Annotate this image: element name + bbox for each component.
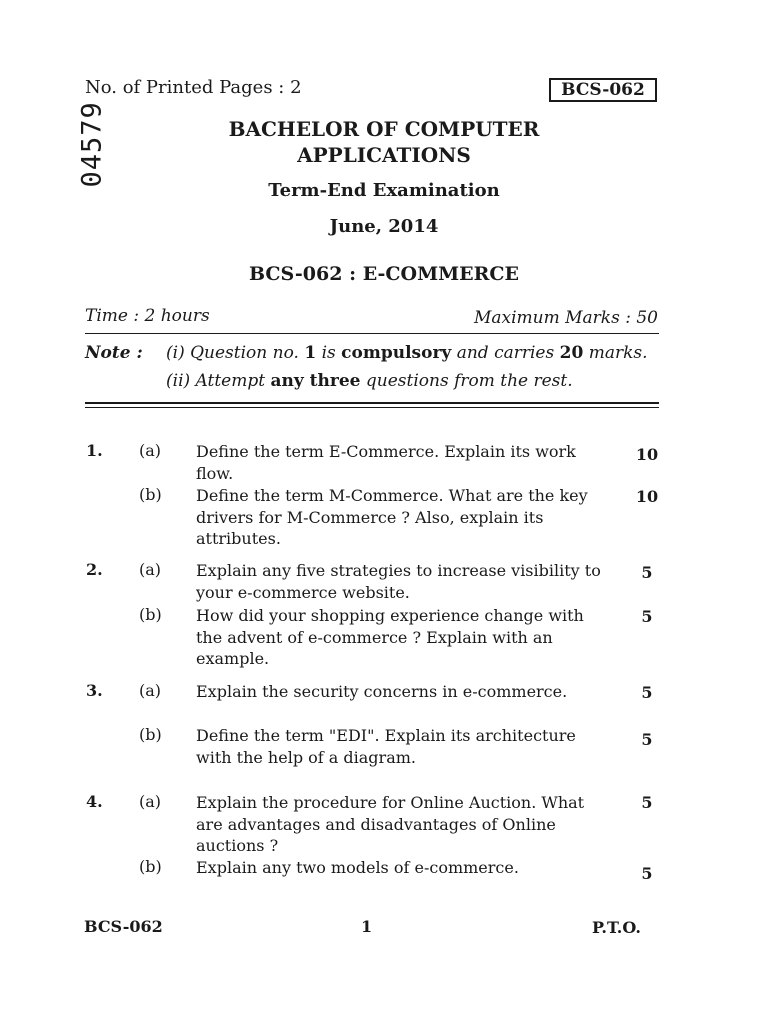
question-marks: 5	[641, 793, 653, 812]
exam-date: June, 2014	[329, 216, 439, 237]
question-number: 1.	[86, 441, 103, 460]
question-part-label: (a)	[139, 792, 162, 811]
question-part-label: (b)	[139, 485, 162, 504]
divider	[85, 407, 659, 408]
time-allowed: Time : 2 hours	[85, 306, 210, 326]
question-part-label: (a)	[139, 560, 162, 579]
question-part-label: (b)	[139, 605, 162, 624]
question-part-label: (b)	[139, 725, 162, 744]
question-marks: 5	[641, 683, 653, 702]
question-number: 3.	[86, 681, 103, 700]
question-number: 4.	[86, 792, 103, 811]
footer-paper-code: BCS-062	[84, 917, 163, 936]
printed-pages-count: No. of Printed Pages : 2	[85, 77, 302, 98]
question-marks: 10	[635, 487, 659, 506]
question-text: Define the term M-Commerce. What are the key drivers for M-Commerce ? Also, explain its attributes.	[196, 486, 588, 548]
question-text: Define the term "EDI". Explain its architecture with the help of a diagram.	[196, 726, 576, 767]
question-marks: 5	[641, 607, 653, 626]
maximum-marks: Maximum Marks : 50	[473, 308, 658, 328]
page-number: 1	[361, 917, 373, 936]
programme-title-line2: APPLICATIONS	[297, 143, 471, 167]
divider	[85, 333, 659, 334]
question-text: Explain the procedure for Online Auction. What are advantages and disadvantages of Online auctions ?	[196, 793, 585, 855]
question-text: Define the term E-Commerce. Explain its work flow.	[196, 442, 576, 483]
question-part-label: (b)	[139, 857, 162, 876]
programme-title-line1: BACHELOR OF COMPUTER	[228, 117, 540, 141]
question-number: 2.	[86, 560, 103, 579]
serial-number: 04579	[76, 101, 108, 188]
note-line-1: (i) Question no. 1 is compulsory and carries 20 marks.	[166, 343, 648, 363]
note-line-2: (ii) Attempt any three questions from the rest.	[166, 371, 573, 391]
question-part-label: (a)	[139, 441, 162, 460]
question-marks: 10	[635, 445, 659, 464]
please-turn-over: P.T.O.	[592, 918, 641, 937]
paper-code-box: BCS-062	[549, 78, 657, 102]
question-text: Explain any two models of e-commerce.	[196, 858, 519, 877]
note-label: Note :	[85, 343, 143, 363]
question-part-label: (a)	[139, 681, 162, 700]
question-marks: 5	[641, 730, 653, 749]
question-text: Explain the security concerns in e-commerce.	[196, 682, 568, 701]
question-marks: 5	[641, 563, 653, 582]
question-marks: 5	[641, 864, 653, 883]
exam-name: Term-End Examination	[268, 180, 500, 201]
question-text: How did your shopping experience change with the advent of e-commerce ? Explain with an example.	[196, 606, 584, 668]
course-title: BCS-062 : E-COMMERCE	[248, 263, 520, 285]
divider	[85, 402, 659, 404]
question-text: Explain any five strategies to increase visibility to your e-commerce website.	[196, 561, 601, 602]
